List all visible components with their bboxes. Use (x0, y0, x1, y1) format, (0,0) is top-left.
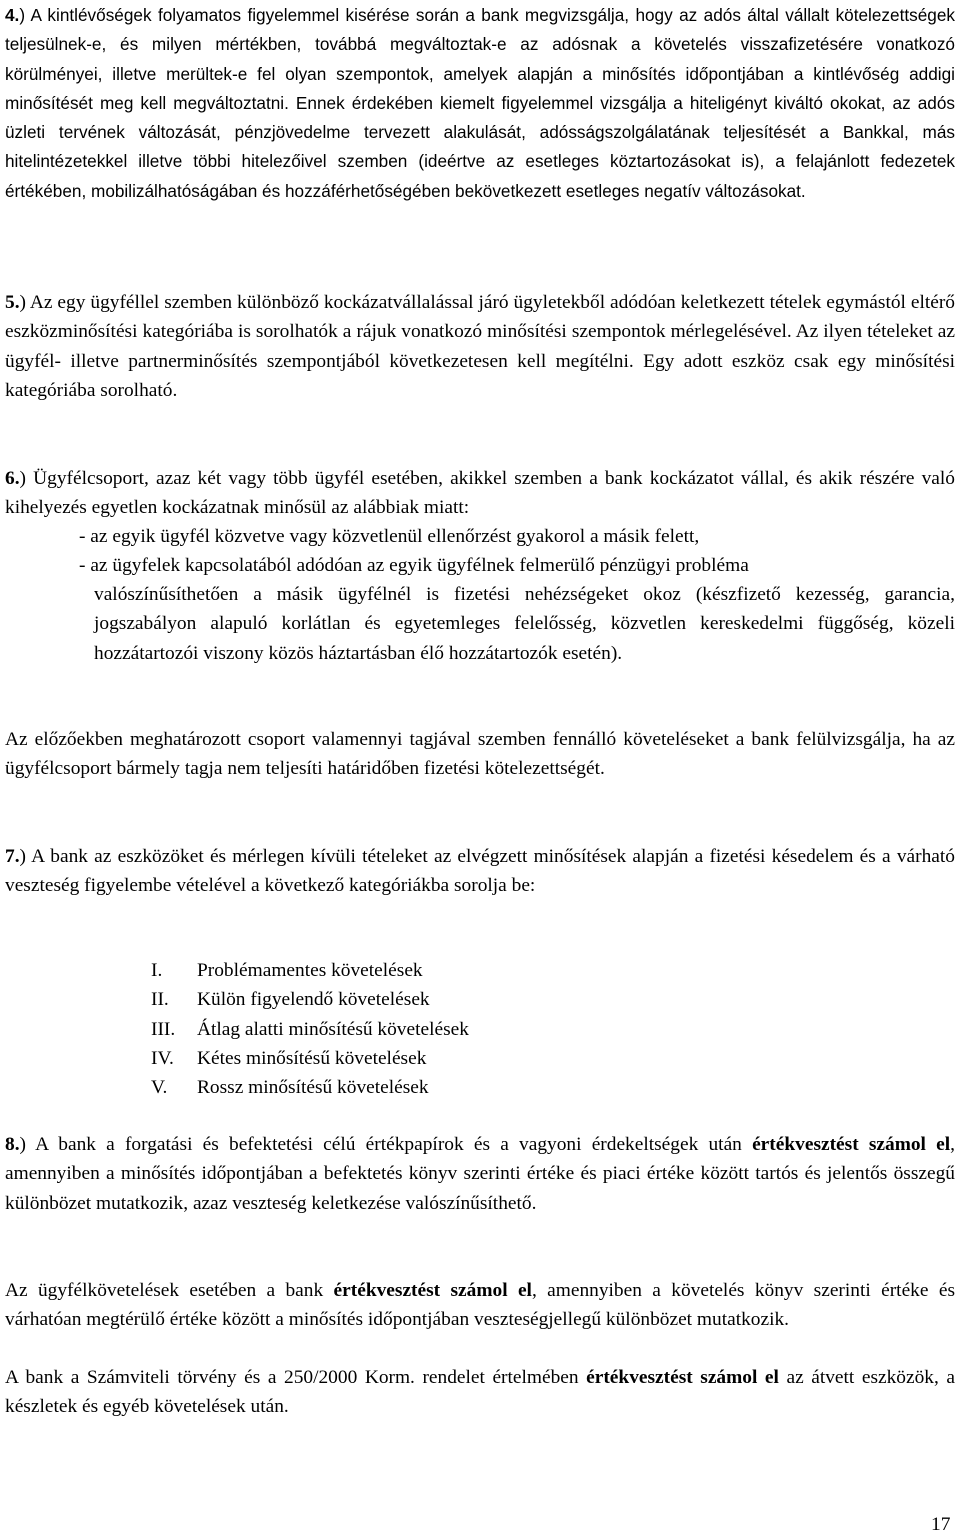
accounting-law-text-a: A bank a Számviteli törvény és a 250/2000 Korm. rendelet értelmében (5, 1367, 587, 1388)
bullet-item-2-first-line (79, 551, 955, 580)
category-item (151, 1015, 469, 1044)
paragraph-7-text: ) A bank az eszközöket és mérlegen kívüli tételeket az elvégzett minősítések alapján a fizetési késedelem és a várható veszteség figyelembe vételével a következő kategóriákba sorolja be: (5, 846, 955, 897)
paragraph-8-number: 8. (5, 1134, 20, 1155)
bullet-1-text: - az egyik ügyfél közvetve vagy közvetlenül ellenőrzést gyakorol a másik felett, (79, 526, 700, 547)
category-item (151, 1073, 469, 1102)
receivables-bold: értékvesztést számol el (333, 1280, 532, 1301)
bullet-2-dash: - (79, 555, 91, 576)
group-review-text: Az előzőekben meghatározott csoport valamennyi tagjával szemben fennálló követeléseket a bank felülvizsgálja, ha az ügyfélcsoport bármely tagja nem teljesíti határidőben fizetési kötelezettségét. (5, 729, 955, 780)
category-list (151, 956, 469, 1102)
paragraph-accounting-law (5, 1363, 955, 1422)
bullet-item-1 (79, 522, 955, 551)
receivables-text-a: Az ügyfélkövetelések esetében a bank (5, 1280, 334, 1301)
paragraph-4-number: 4. (5, 5, 20, 25)
paragraph-8 (5, 1130, 955, 1218)
paragraph-4 (5, 1, 955, 206)
category-item (151, 956, 469, 985)
bullet-2-rest: valószínűsíthetően a másik ügyfélnél is fizetési nehézségeket okoz (készfizető kezesség, garancia, jogszabályon alapuló korlátlan és egyetemleges felelősség, közvetlen kereskedelmi függőség, közeli hozzátartozói viszony közös háztartásban élő hozzátartozók esetén). (94, 584, 955, 664)
category-item (151, 1044, 469, 1073)
paragraph-5-number: 5. (5, 292, 20, 313)
category-numeral: V. (151, 1077, 168, 1099)
paragraph-4-text: ) A kintlévőségek folyamatos figyelemmel kisérése során a bank megvizsgálja, hogy az adós által vállalt kötelezettségek teljesülnek-e, és milyen mértékben, továbbá megváltoztak-e az adósnak a követelés visszafizetésére vonatkozó körülményei, illetve merültek-e fel olyan szempontok, amelyek alapján a minősítés időpontjában a kintlévőség addigi minősítését meg kell megváltoztatni. Ennek érdekében kiemelt figyelemmel vizsgálja a hiteligényt kiváltó okokat, az adós üzleti tervének változását, pénzjövedelme tervezett alakulását, adósságszolgálatának teljesítését a Bankkal, más hitelintézetekkel illetve többi hitelezőivel szemben (ideértve az esetleges köztartozásokat is), a felajánlott fedezetek értékében, mobilizálhatóságában és hozzáférhetőségében bekövetkezett esetleges negatív változásokat. (5, 5, 955, 201)
bullet-item-2-continued (94, 580, 955, 668)
category-label: Rossz minősítésű követelések (197, 1077, 429, 1099)
category-label: Külön figyelendő követelések (197, 989, 430, 1011)
paragraph-8-text-a: ) A bank a forgatási és befektetési célú értékpapírok és a vagyoni érdekeltségek után (19, 1134, 753, 1155)
accounting-law-bold: értékvesztést számol el (586, 1367, 779, 1388)
paragraph-6-text: ) Ügyfélcsoport, azaz két vagy több ügyfél esetében, akikkel szemben a bank kockázatot vállal, és akik részére való kihelyezés egyetlen kockázatnak minősül az alábbiak miatt: (5, 468, 955, 519)
category-numeral: II. (151, 989, 169, 1011)
paragraph-group-review (5, 725, 955, 784)
paragraph-5-text: ) Az egy ügyféllel szemben különböző kockázatvállalással járó ügyletekből adódóan keletkezett tételek egymástól eltérő eszközminősítési kategóriába is sorolhatók a rájuk vonatkozó minősítési szempontok mérlegelésével. Az ilyen tételeket az ügyfél- illetve partnerminősítés szempontjából következetesen kell megítélni. Egy adott eszköz csak egy minősítési kategóriába sorolható. (5, 292, 955, 401)
paragraph-receivables (5, 1276, 955, 1335)
paragraph-6 (5, 464, 955, 523)
bullet-2-line-1: az ügyfelek kapcsolatából adódóan az egyik ügyfélnek felmerülő pénzügyi probléma (90, 555, 749, 576)
receivables-text-b: , amennyiben a követelés könyv szerinti értéke és várhatóan megtérülő értéke között a minősítés időpontjában veszteségjellegű különbözet mutatkozik. (5, 1280, 955, 1331)
category-label: Átlag alatti minősítésű követelések (197, 1018, 469, 1040)
paragraph-8-bold: értékvesztést számol el (752, 1134, 951, 1155)
paragraph-8-text-b: , amennyiben a minősítés időpontjában a befektetés könyv szerinti értéke és piaci értéke között tartós és jelentős összegű különbözet mutatkozik, azaz veszteség keletkezése valószínűsíthető. (5, 1134, 955, 1214)
paragraph-6-number: 6. (5, 468, 20, 489)
category-label: Problémamentes követelések (197, 960, 423, 981)
category-label: Kétes minősítésű követelések (197, 1047, 427, 1069)
page-number: 17 (931, 1514, 951, 1535)
category-numeral: III. (151, 1018, 176, 1040)
category-item (151, 985, 469, 1014)
paragraph-5 (5, 288, 955, 405)
paragraph-7-number: 7. (5, 846, 20, 867)
category-numeral: IV. (151, 1047, 174, 1069)
accounting-law-text-b: az átvett eszközök, a készletek és egyéb követelések után. (5, 1367, 955, 1418)
paragraph-7 (5, 842, 955, 901)
category-numeral: I. (151, 960, 163, 981)
